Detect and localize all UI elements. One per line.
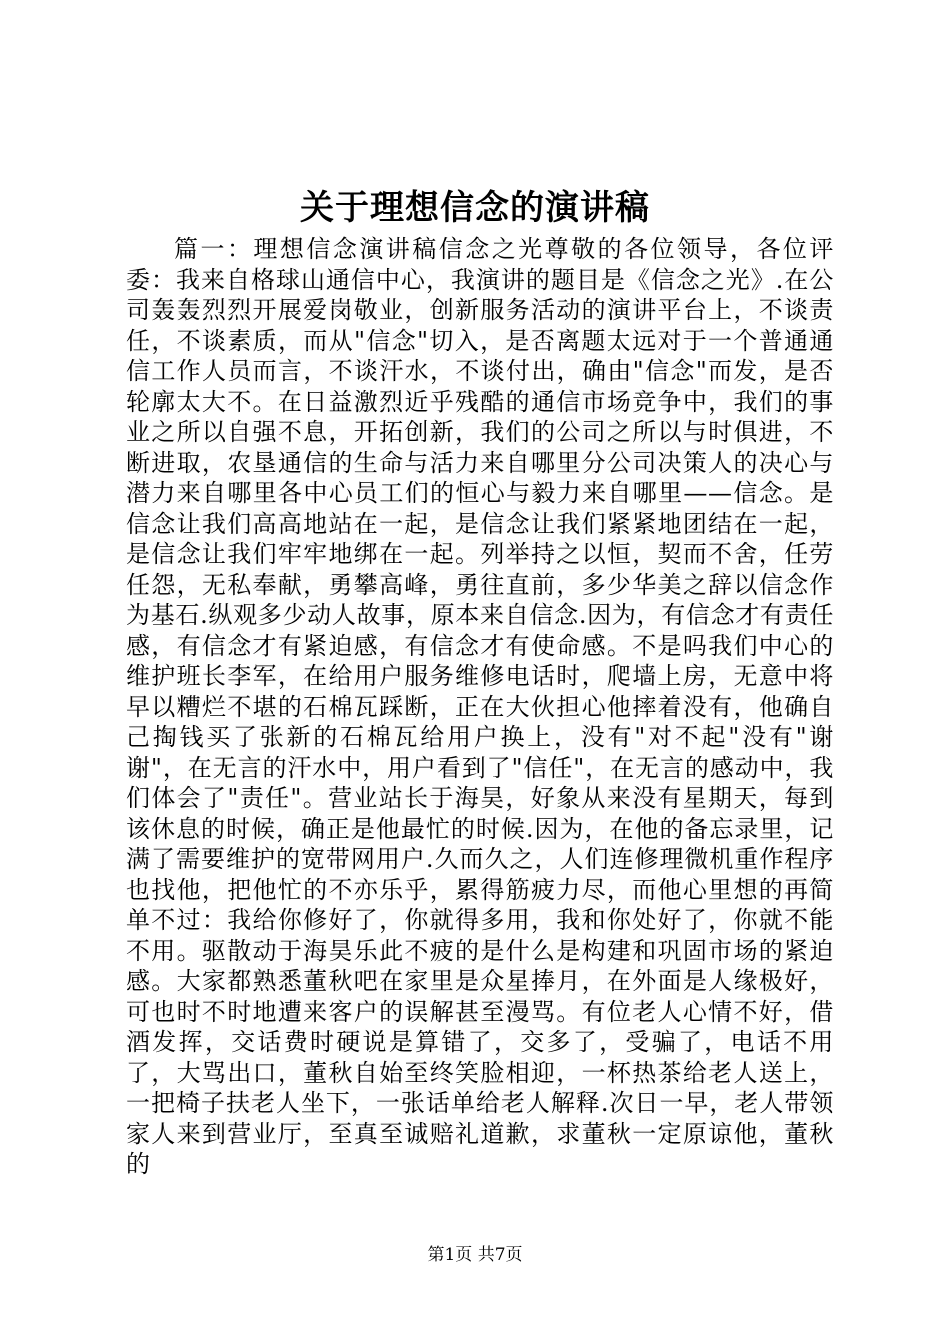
document-body: 篇一：理想信念演讲稿信念之光尊敬的各位领导，各位评委：我来自格球山通信中心，我演讲的题目是《信念之光》.在公司轰轰烈烈开展爱岗敬业，创新服务活动的演讲平台上，不谈责任，不谈素质，而从"信念"切入，是否离题太远对于一个普通通信工作人员而言，不谈汗水，不谈付出，确由"信念"而发，是否轮廓太大不。在日益激烈近乎残酷的通信市场竞争中，我们的事业之所以自强不息，开拓创新，我们的公司之所以与时俱进，不断进取，农垦通信的生命与活力来自哪里分公司决策人的决心与潜力来自哪里各中心员工们的恒心与毅力来自哪里——信念。是信念让我们高高地站在一起，是信念让我们紧紧地团结在一起，是信念让我们牢牢地绑在一起。列举持之以恒，契而不舍，任劳任怨，无私奉献，勇攀高峰，勇往直前，多少华美之辞以信念作为基石.纵观多少动人故事，原本来自信念.因为，有信念才有责任感，有信念才有紧迫感，有信念才有使命感。不是吗我们中心的维护班长李军，在给用户服务维修电话时，爬墙上房，无意中将早以糟烂不堪的石棉瓦踩断，正在大伙担心他摔着没有，他确自己掏钱买了张新的石棉瓦给用户换上，没有"对不起"没有"谢谢"，在无言的汗水中，用户看到了"信任"，在无言的感动中，我们体会了"责任"。营业站长于海昊，好象从来没有星期天，每到该休息的时候，确正是他最忙的时候.因为，在他的备忘录里，记满了需要维护的宽带网用户.久而久之，人们连修理微机重作程序也找他，把他忙的不亦乐乎，累得筋疲力尽，而他心里想的再简单不过：我给你修好了，你就得多用，我和你处好了，你就不能不用。驱散动于海昊乐此不疲的是什么是构建和巩固市场的紧迫感。大家都熟悉董秋吧在家里是众星捧月，在外面是人缘极好，可也时不时地遭来客户的误解甚至漫骂。有位老人心情不好，借酒发挥，交话费时硬说是算错了，交多了，受骗了，电话不用了，大骂出口，董秋自始至终笑脸相迎，一杯热茶给老人送上，一把椅子扶老人坐下，一张话单给老人解释.次日一早，老人带领家人来到营业厅，至真至诚赔礼道歉，求董秋一定原谅他，董秋的: [126, 235, 834, 1178]
document-title: 关于理想信念的演讲稿: [300, 188, 650, 228]
page-footer: 第1页 共7页: [427, 1245, 523, 1265]
